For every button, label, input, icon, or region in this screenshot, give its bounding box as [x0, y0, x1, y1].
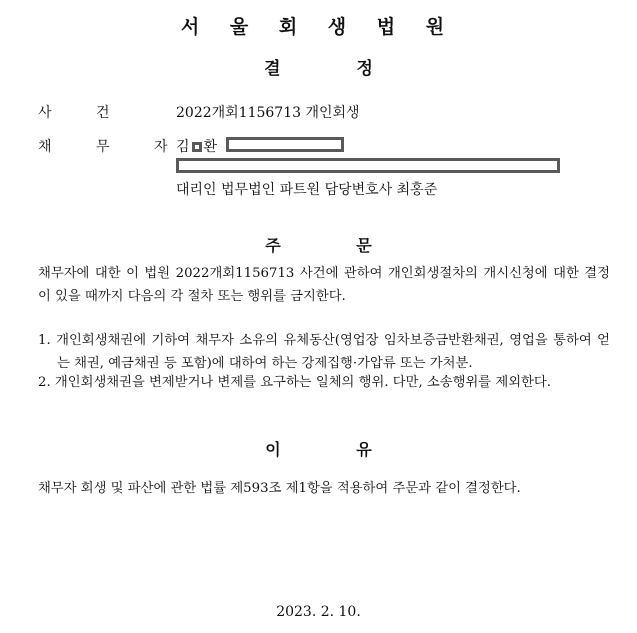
debtor-name-last: 환	[203, 139, 218, 155]
order-heading: 주 문	[265, 236, 372, 255]
debtor-name	[176, 136, 217, 156]
debtor-label: 채 무 자	[38, 139, 168, 155]
case-value: 2022개회1156713 개인회생	[176, 105, 360, 121]
debtor-name-first: 김	[176, 139, 190, 155]
reason-text: 채무자 회생 및 파산에 관한 법률 제593조 제1항을 적용하여 주문과 같이 결정한다.	[38, 481, 521, 496]
order-item-1: 1. 개인회생채권에 기하여 채무자 소유의 유체동산(영업장 임차보증금반환채권, 영업을 통하여 얻는 채권, 예금채권 등 포함)에 대하여 하는 강제집행·가압류 또는 가처분.	[38, 333, 610, 371]
decision-date: 2023. 2. 10.	[276, 604, 361, 620]
redaction-mark-small	[192, 142, 202, 152]
case-label: 사 건	[38, 105, 110, 121]
redaction-box-address	[176, 158, 560, 173]
order-item-2: 2. 개인회생채권을 변제받거나 변제를 요구하는 일체의 행위. 다만, 소송행위를 제외한다.	[38, 375, 551, 390]
redaction-box-id	[226, 137, 344, 152]
court-title: 서 울 회 생 법 원	[180, 16, 457, 38]
document-type: 결 정	[264, 59, 373, 79]
order-intro: 채무자에 대한 이 법원 2022개회1156713 사건에 관하여 개인회생절차의 개시신청에 대한 결정이 있을 때까지 다음의 각 절차 또는 행위를 금지한다.	[38, 266, 610, 304]
representative: 대리인 법무법인 파트원 담당변호사 최홍준	[176, 182, 438, 198]
reason-heading: 이 유	[265, 440, 372, 459]
